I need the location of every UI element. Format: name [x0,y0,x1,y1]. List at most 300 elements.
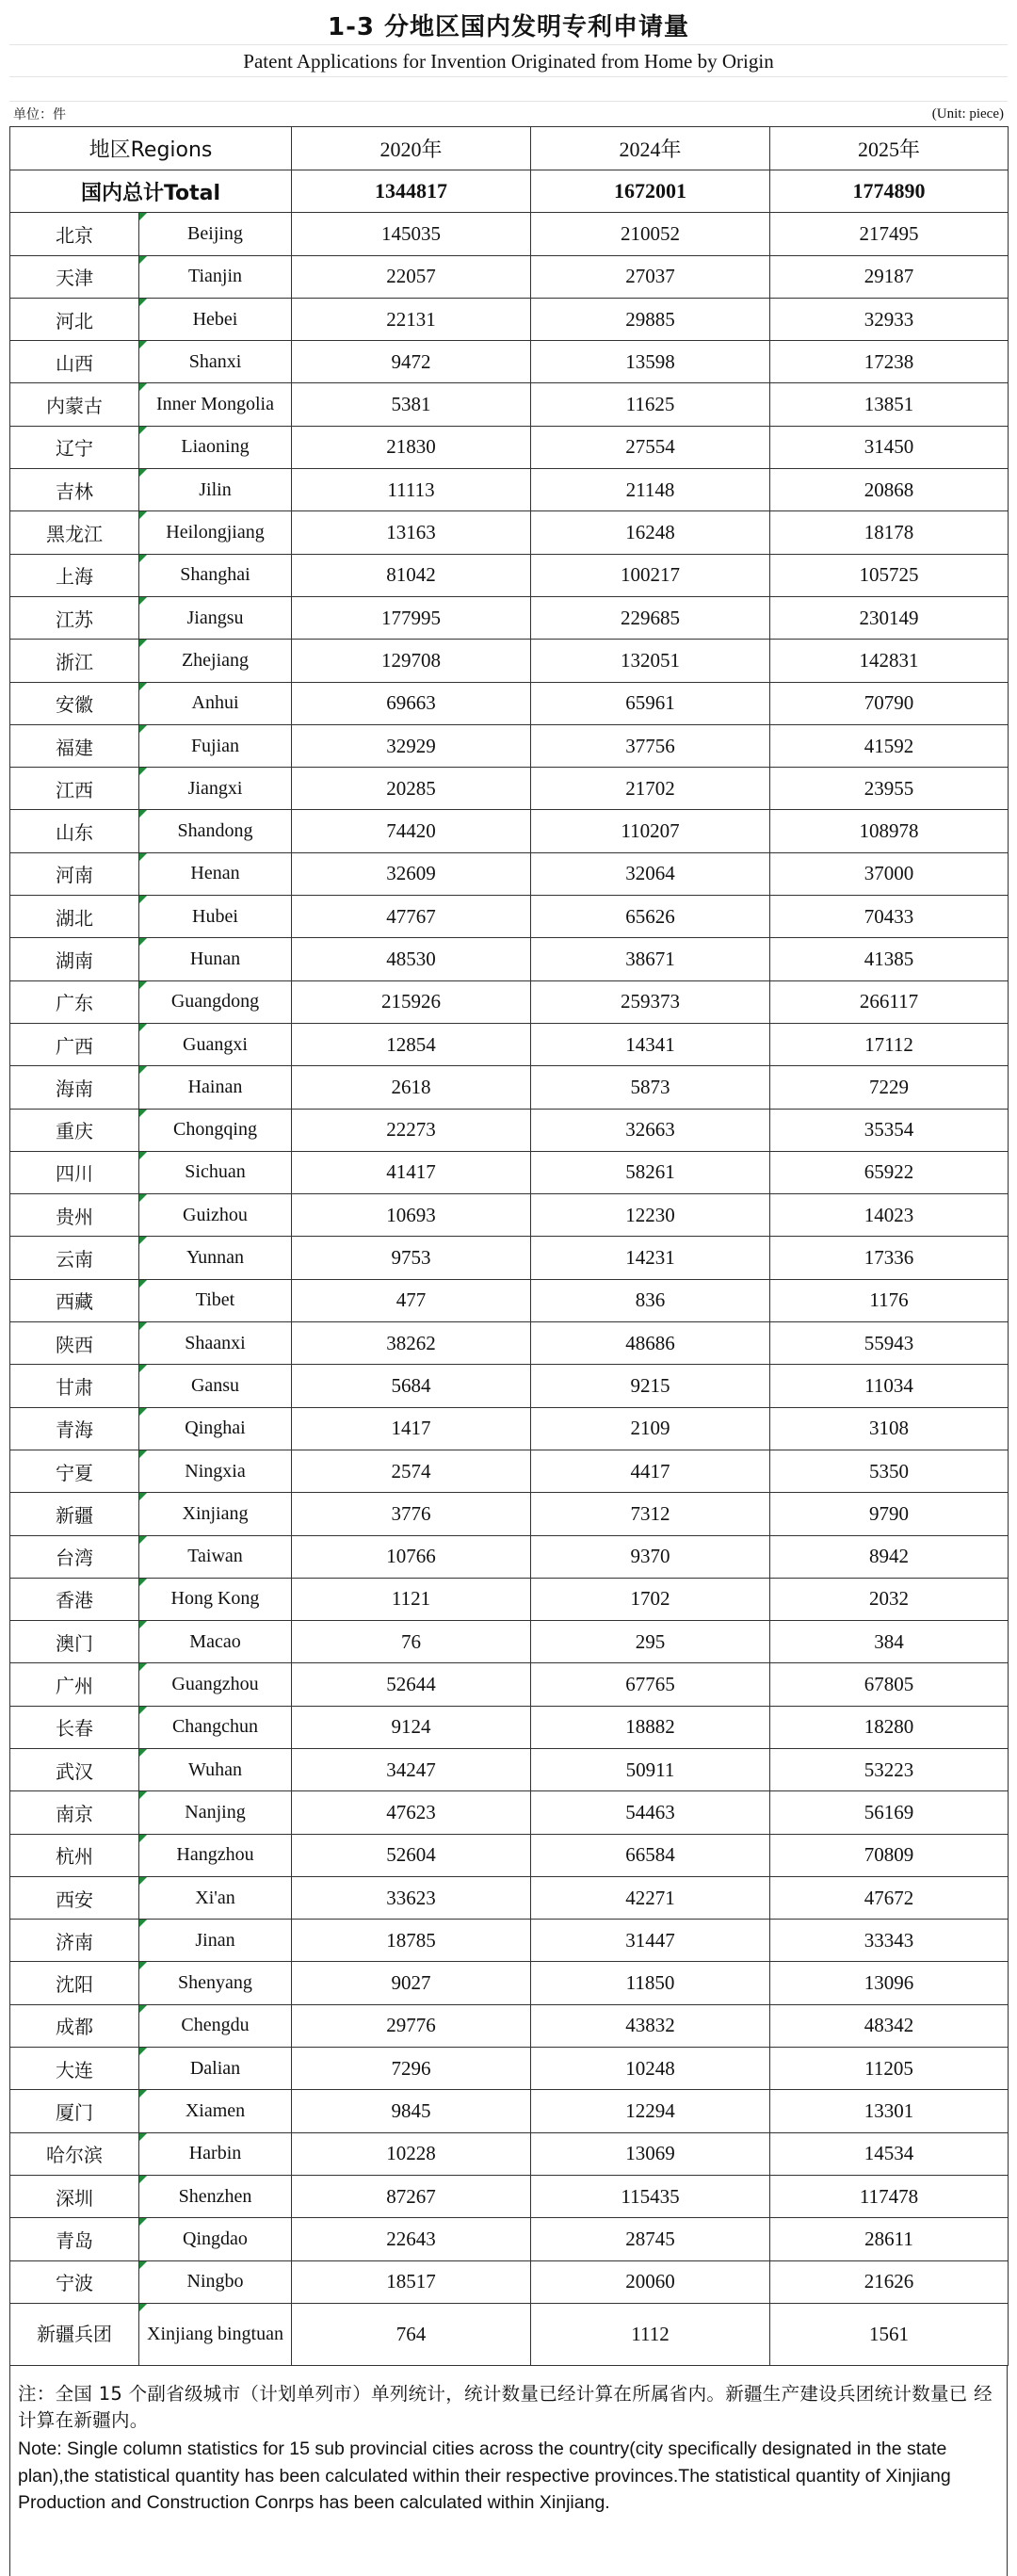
value-2020: 32609 [292,852,531,895]
region-name-en: Jiangxi [139,768,292,810]
value-2025: 35354 [770,1109,1009,1151]
value-2025: 17336 [770,1237,1009,1279]
value-2025: 41385 [770,938,1009,980]
value-2025: 142831 [770,640,1009,682]
table-row [10,640,1009,682]
region-name-cn: 山东 [10,810,139,852]
note-english: Note: Single column statistics for 15 sub provincial cities across the country(city specifically designated in the state plan),the statistical quantity has been calculated within their respective provinces.The statistical quantity of Xinjiang Production and Construction Conrps has been calculated within Xinjiang. [18,2438,951,2513]
value-2025: 13301 [770,2090,1009,2132]
region-name-cn: 甘肃 [10,1365,139,1407]
value-2025: 7229 [770,1066,1009,1109]
value-2024: 66584 [531,1834,770,1876]
region-name-cn: 新疆兵团 [10,2303,139,2365]
value-2020: 13163 [292,511,531,554]
table-row [10,2048,1009,2090]
value-2020: 10228 [292,2132,531,2175]
value-2025: 41592 [770,724,1009,767]
region-name-cn: 济南 [10,1920,139,1962]
table-row [10,2260,1009,2303]
value-2025: 3108 [770,1407,1009,1450]
value-2020: 29776 [292,2004,531,2047]
unit-chinese: 单位：件 [13,107,66,122]
region-name-en: Ningxia [139,1450,292,1492]
value-2020: 5684 [292,1365,531,1407]
region-name-cn: 宁波 [10,2260,139,2303]
region-name-en: Ningbo [139,2260,292,2303]
value-2020: 7296 [292,2048,531,2090]
region-name-cn: 新疆 [10,1493,139,1535]
table-row [10,1663,1009,1706]
value-2024: 11850 [531,1962,770,2004]
table-row [10,1791,1009,1834]
value-2025: 32933 [770,298,1009,340]
total-label: 国内总计Total [10,170,292,213]
region-name-en: Yunnan [139,1237,292,1279]
value-2020: 81042 [292,554,531,596]
value-2024: 12294 [531,2090,770,2132]
region-name-cn: 北京 [10,213,139,255]
value-2025: 5350 [770,1450,1009,1492]
value-2025: 33343 [770,1920,1009,1962]
region-name-en: Beijing [139,213,292,255]
value-2025: 18280 [770,1706,1009,1748]
value-2025: 70790 [770,682,1009,724]
table-row [10,724,1009,767]
value-2024: 1702 [531,1578,770,1620]
region-name-en: Harbin [139,2132,292,2175]
value-2020: 69663 [292,682,531,724]
table-row [10,2090,1009,2132]
value-2024: 67765 [531,1663,770,1706]
region-name-en: Chengdu [139,2004,292,2047]
value-2024: 28745 [531,2218,770,2260]
value-2024: 110207 [531,810,770,852]
value-2025: 2032 [770,1578,1009,1620]
region-name-cn: 吉林 [10,469,139,511]
region-name-cn: 澳门 [10,1621,139,1663]
table-row [10,469,1009,511]
region-name-cn: 杭州 [10,1834,139,1876]
region-name-en: Shenzhen [139,2175,292,2217]
region-name-cn: 天津 [10,255,139,298]
table-row [10,2218,1009,2260]
region-name-cn: 内蒙古 [10,383,139,426]
region-name-en: Henan [139,852,292,895]
value-2024: 37756 [531,724,770,767]
value-2024: 48686 [531,1322,770,1365]
value-2024: 11625 [531,383,770,426]
note-chinese: 注：全国 15 个副省级城市（计划单列市）单列统计，统计数量已经计算在所属省内。新疆生产建设兵团统计数量已 经计算在新疆内。 [18,2382,993,2432]
value-2020: 18785 [292,1920,531,1962]
value-2025: 17238 [770,341,1009,383]
table-row [10,852,1009,895]
value-2025: 17112 [770,1023,1009,1065]
value-2025: 1561 [770,2303,1009,2365]
value-2020: 87267 [292,2175,531,2217]
region-name-en: Heilongjiang [139,511,292,554]
table-row [10,213,1009,255]
region-name-en: Hunan [139,938,292,980]
region-name-en: Qingdao [139,2218,292,2260]
value-2025: 117478 [770,2175,1009,2217]
region-name-en: Guizhou [139,1194,292,1237]
value-2024: 229685 [531,596,770,639]
value-2025: 70433 [770,896,1009,938]
value-2020: 12854 [292,1023,531,1065]
value-2020: 2618 [292,1066,531,1109]
value-2020: 48530 [292,938,531,980]
region-name-cn: 青岛 [10,2218,139,2260]
region-name-en: Hainan [139,1066,292,1109]
value-2020: 52604 [292,1834,531,1876]
region-name-en: Taiwan [139,1535,292,1578]
value-2020: 1121 [292,1578,531,1620]
value-2025: 13851 [770,383,1009,426]
value-2020: 145035 [292,213,531,255]
region-name-cn: 深圳 [10,2175,139,2217]
value-2025: 21626 [770,2260,1009,2303]
region-name-en: Gansu [139,1365,292,1407]
region-name-en: Shanghai [139,554,292,596]
patent-table [9,126,1009,2366]
region-name-en: Dalian [139,2048,292,2090]
value-2024: 259373 [531,980,770,1023]
region-name-cn: 陕西 [10,1322,139,1365]
value-2025: 67805 [770,1663,1009,1706]
region-name-cn: 福建 [10,724,139,767]
table-row [10,1023,1009,1065]
table-row [10,383,1009,426]
value-2024: 65626 [531,896,770,938]
region-name-cn: 宁夏 [10,1450,139,1492]
notes [9,2366,1008,2576]
value-2020: 129708 [292,640,531,682]
value-2024: 13598 [531,341,770,383]
value-2024: 32663 [531,1109,770,1151]
value-2025: 105725 [770,554,1009,596]
value-2024: 21148 [531,469,770,511]
value-2024: 31447 [531,1920,770,1962]
region-name-en: Jinan [139,1920,292,1962]
table-row [10,1535,1009,1578]
region-name-en: Guangdong [139,980,292,1023]
value-2020: 9124 [292,1706,531,1748]
value-2025: 9790 [770,1493,1009,1535]
value-2020: 1417 [292,1407,531,1450]
value-2024: 14341 [531,1023,770,1065]
value-2020: 477 [292,1279,531,1321]
value-2025: 20868 [770,469,1009,511]
table-row [10,1407,1009,1450]
value-2024: 12230 [531,1194,770,1237]
value-2025: 230149 [770,596,1009,639]
value-2020: 74420 [292,810,531,852]
region-name-en: Hangzhou [139,1834,292,1876]
table-row [10,1109,1009,1151]
value-2024: 20060 [531,2260,770,2303]
region-name-en: Hubei [139,896,292,938]
value-2024: 210052 [531,213,770,255]
table-row [10,2175,1009,2217]
value-2025: 108978 [770,810,1009,852]
value-2020: 10693 [292,1194,531,1237]
value-2020: 2574 [292,1450,531,1492]
table-row [10,2132,1009,2175]
unit-english: (Unit: piece) [931,105,1004,122]
table-row [10,554,1009,596]
table-row [10,1621,1009,1663]
value-2020: 21830 [292,426,531,468]
table-row [10,1962,1009,2004]
region-name-en: Tianjin [139,255,292,298]
region-name-en: Anhui [139,682,292,724]
region-name-cn: 贵州 [10,1194,139,1237]
value-2024: 2109 [531,1407,770,1450]
table-row [10,2004,1009,2047]
value-2020: 215926 [292,980,531,1023]
region-name-en: Changchun [139,1706,292,1748]
region-name-en: Jilin [139,469,292,511]
region-name-cn: 哈尔滨 [10,2132,139,2175]
value-2020: 20285 [292,768,531,810]
value-2020: 9845 [292,2090,531,2132]
header-2020: 2020年 [292,127,531,170]
region-name-en: Shandong [139,810,292,852]
value-2020: 47623 [292,1791,531,1834]
value-2025: 384 [770,1621,1009,1663]
region-name-en: Liaoning [139,426,292,468]
region-name-cn: 河北 [10,298,139,340]
region-name-en: Sichuan [139,1151,292,1193]
value-2024: 100217 [531,554,770,596]
table-row [10,1920,1009,1962]
region-name-en: Shanxi [139,341,292,383]
value-2024: 1112 [531,2303,770,2365]
region-name-en: Qinghai [139,1407,292,1450]
value-2020: 41417 [292,1151,531,1193]
value-2020: 9753 [292,1237,531,1279]
value-2025: 1176 [770,1279,1009,1321]
header-2024: 2024年 [531,127,770,170]
value-2020: 9027 [292,1962,531,2004]
value-2025: 14534 [770,2132,1009,2175]
value-2025: 11034 [770,1365,1009,1407]
region-name-cn: 辽宁 [10,426,139,468]
region-name-cn: 江西 [10,768,139,810]
table-row [10,1450,1009,1492]
value-2024: 43832 [531,2004,770,2047]
region-name-en: Shenyang [139,1962,292,2004]
table-row [10,896,1009,938]
region-name-cn: 湖北 [10,896,139,938]
value-2024: 13069 [531,2132,770,2175]
region-name-en: Xi'an [139,1876,292,1919]
region-name-cn: 江苏 [10,596,139,639]
value-2020: 32929 [292,724,531,767]
value-2024: 54463 [531,1791,770,1834]
value-2025: 55943 [770,1322,1009,1365]
region-name-en: Xinjiang bingtuan [139,2303,292,2365]
table-row [10,511,1009,554]
total-2024: 1672001 [531,170,770,213]
value-2025: 47672 [770,1876,1009,1919]
region-name-en: Inner Mongolia [139,383,292,426]
value-2025: 18178 [770,511,1009,554]
value-2020: 34247 [292,1748,531,1790]
table-row [10,1834,1009,1876]
region-name-en: Xinjiang [139,1493,292,1535]
value-2024: 16248 [531,511,770,554]
value-2025: 48342 [770,2004,1009,2047]
unit-row [9,102,1008,126]
value-2025: 31450 [770,426,1009,468]
region-name-cn: 山西 [10,341,139,383]
region-name-cn: 青海 [10,1407,139,1450]
value-2025: 28611 [770,2218,1009,2260]
region-name-cn: 黑龙江 [10,511,139,554]
total-2025: 1774890 [770,170,1009,213]
title-english: Patent Applications for Invention Originated from Home by Origin [9,45,1008,77]
region-name-en: Hebei [139,298,292,340]
value-2025: 14023 [770,1194,1009,1237]
table-row [10,1237,1009,1279]
value-2024: 27554 [531,426,770,468]
value-2025: 65922 [770,1151,1009,1193]
header-row [10,127,1009,170]
header-2025: 2025年 [770,127,1009,170]
value-2020: 52644 [292,1663,531,1706]
value-2020: 11113 [292,469,531,511]
table-row [10,2303,1009,2365]
region-name-cn: 上海 [10,554,139,596]
header-region: 地区Regions [10,127,292,170]
region-name-en: Fujian [139,724,292,767]
total-2020: 1344817 [292,170,531,213]
region-name-cn: 湖南 [10,938,139,980]
table-row [10,341,1009,383]
table-row [10,1748,1009,1790]
value-2024: 4417 [531,1450,770,1492]
region-name-cn: 西藏 [10,1279,139,1321]
value-2025: 13096 [770,1962,1009,2004]
value-2020: 9472 [292,341,531,383]
value-2025: 70809 [770,1834,1009,1876]
region-name-cn: 台湾 [10,1535,139,1578]
region-name-cn: 成都 [10,2004,139,2047]
value-2024: 18882 [531,1706,770,1748]
table-row [10,980,1009,1023]
value-2024: 50911 [531,1748,770,1790]
region-name-cn: 长春 [10,1706,139,1748]
table-row [10,1066,1009,1109]
value-2020: 18517 [292,2260,531,2303]
value-2025: 29187 [770,255,1009,298]
value-2020: 5381 [292,383,531,426]
value-2020: 38262 [292,1322,531,1365]
table-row [10,1194,1009,1237]
value-2024: 38671 [531,938,770,980]
value-2020: 22057 [292,255,531,298]
value-2024: 21702 [531,768,770,810]
region-name-cn: 南京 [10,1791,139,1834]
value-2024: 9370 [531,1535,770,1578]
value-2024: 29885 [531,298,770,340]
value-2024: 5873 [531,1066,770,1109]
region-name-en: Macao [139,1621,292,1663]
region-name-en: Tibet [139,1279,292,1321]
region-name-en: Shaanxi [139,1322,292,1365]
region-name-cn: 广东 [10,980,139,1023]
value-2025: 266117 [770,980,1009,1023]
region-name-en: Guangxi [139,1023,292,1065]
table-row [10,1578,1009,1620]
region-name-cn: 浙江 [10,640,139,682]
value-2024: 10248 [531,2048,770,2090]
table-row [10,1876,1009,1919]
region-name-cn: 大连 [10,2048,139,2090]
value-2025: 11205 [770,2048,1009,2090]
value-2024: 295 [531,1621,770,1663]
table-row [10,1706,1009,1748]
region-name-cn: 四川 [10,1151,139,1193]
blank-row [9,77,1008,102]
value-2025: 53223 [770,1748,1009,1790]
table-row [10,1493,1009,1535]
region-name-en: Zhejiang [139,640,292,682]
table-row [10,682,1009,724]
region-name-en: Wuhan [139,1748,292,1790]
table-row [10,1151,1009,1193]
value-2024: 27037 [531,255,770,298]
value-2024: 132051 [531,640,770,682]
value-2025: 56169 [770,1791,1009,1834]
table-row [10,810,1009,852]
value-2024: 115435 [531,2175,770,2217]
table-row [10,768,1009,810]
value-2024: 7312 [531,1493,770,1535]
region-name-en: Guangzhou [139,1663,292,1706]
table-row [10,1322,1009,1365]
table-row [10,255,1009,298]
table-row [10,298,1009,340]
table-row [10,1279,1009,1321]
table-row [10,1365,1009,1407]
value-2025: 37000 [770,852,1009,895]
value-2025: 217495 [770,213,1009,255]
value-2020: 47767 [292,896,531,938]
value-2020: 22643 [292,2218,531,2260]
value-2024: 42271 [531,1876,770,1919]
region-name-cn: 沈阳 [10,1962,139,2004]
value-2025: 8942 [770,1535,1009,1578]
value-2024: 58261 [531,1151,770,1193]
title-chinese: 1-3 分地区国内发明专利申请量 [9,9,1008,45]
region-name-cn: 武汉 [10,1748,139,1790]
region-name-cn: 云南 [10,1237,139,1279]
value-2024: 65961 [531,682,770,724]
value-2020: 3776 [292,1493,531,1535]
value-2024: 836 [531,1279,770,1321]
value-2020: 76 [292,1621,531,1663]
region-name-cn: 海南 [10,1066,139,1109]
region-name-cn: 安徽 [10,682,139,724]
total-row [10,170,1009,213]
value-2020: 33623 [292,1876,531,1919]
value-2020: 764 [292,2303,531,2365]
region-name-cn: 重庆 [10,1109,139,1151]
region-name-cn: 西安 [10,1876,139,1919]
value-2020: 22273 [292,1109,531,1151]
